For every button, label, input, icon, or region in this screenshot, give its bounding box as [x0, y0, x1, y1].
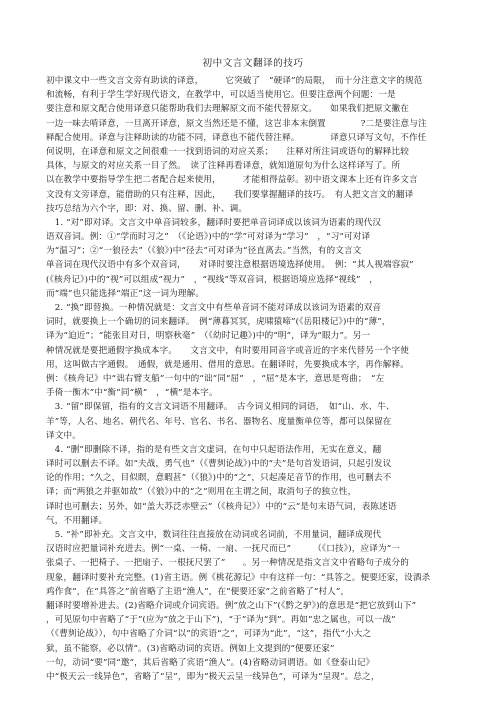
text-line: 中“极天云一线异色”，省略了“呈”，即为“极天云呈一线异色”，可译为“呈现”。总之， — [46, 671, 380, 682]
text-line: 羊”等，人名、地名、朝代名、年号、官名、书名、器物名、度量衡单位等，都可以保留在 — [46, 416, 392, 427]
document-body — [46, 74, 460, 684]
text-line: 5. “补”即补充。文言文中，数词往往直接放在动词或名词前，不用量词，翻译成现代 — [46, 530, 382, 540]
text-line: 一句，动词“要”同“邀”，其后省略了宾语“渔人”。(4)省略动词谓语。如《登泰山记》 — [46, 657, 375, 668]
text-line: 译时可以删去不译。如“夫战，勇气也”（《曹刿论战》)中的“夫”是句首发语词，只起引发议 — [46, 459, 392, 470]
text-line: 气，不用翻译。 — [46, 515, 108, 526]
text-line: 鸡作食”，在“具答之”前省略了主语“渔人”，在“便要还家”之前省略了“村人”， — [46, 586, 350, 597]
text-line: 以在教学中要指导学生把二者配合起来使用， 才能相得益彰。初中语文课本上还有许多文言 — [46, 175, 418, 186]
text-line: 例：《核舟记》中“诎右臂支船”一句中的“诎”同“屈” ，“屈”是本字，意思是弯曲； “左 — [46, 373, 385, 384]
text-line: 为“温习”；②“一狼径去”（《狼》)中“径去”可对译为“径直离去。”当然，有的文言文 — [46, 246, 362, 257]
text-line: 文没有文旁译意，能借助的只有注释，因此， 我们要掌握翻译的技巧。 有人把文言文的翻译 — [46, 189, 414, 200]
text-line: ，可见原句中省略了“于”(应为“放之于山下”)，“于”译为“到”。再如“忠之属也，可以一战” — [46, 615, 396, 626]
text-line: 3. “留”即保留，指有的文言文词语不用翻译。 古今词义相同的词语， 如“山、水、牛、 — [46, 402, 395, 413]
text-line: 和流畅，有利于学生学好现代语文，在教学中，可以适当使用它。但要注意两个问题：一是 — [46, 90, 396, 101]
text-line: 张桌子、一把椅子、一把扇子、一根抚尺罢了” 。另一种情况是指文言文中省略句子成分的 — [46, 558, 410, 569]
text-line: 单音词在现代汉语中有多个双音词， 对译时要注意根据语境选择使用。 例：“其人视端容寂” — [46, 260, 414, 271]
text-line: 何说明，在译意和原文之间很难一一找到语词的对应关系； 注释对所注词或语句的解释比较 — [46, 146, 409, 157]
text-line: 译文中。 — [46, 430, 81, 441]
text-line: 4. “删”即删除不译，指的是有些文言文虚词，在句中只起语法作用，无实在意义，翻 — [46, 444, 382, 455]
text-line: 狱，虽不能察，必以情”。(3)省略动词的宾语。例如上文提到的“便要还家” — [46, 643, 335, 654]
text-line: 种情况就是要把通假字换成本字。 文言文中，有时要用同音字或音近的字来代替另一个字使 — [46, 345, 409, 356]
text-line: 2. “换”即替换。一种情况就是：文言文中有些单音词不能对译成以该词为语素的双音 — [46, 303, 382, 313]
text-line: 具体，与原文的对应关系一目了然。 读了注释再看译意，就知道原句为什么这样译写了。所 — [46, 161, 401, 172]
text-line: 译时也可删去；另外，如“盖大苏泛赤壁云”（《核舟记》）中的“云”是句末语气词，表陈述语 — [46, 501, 397, 512]
text-line: 一边一味去啃译意，一旦离开译意，原文当然还是不懂，这岂非本末倒置 ?二是要注意与注 — [46, 118, 427, 129]
text-line: 译为“迫近”；“能张目对日，明察秋毫” （《幼时记趣》)中的“明”，译为“眼力”。另一 — [46, 331, 371, 342]
text-line: 论的作用；“久之，目似瞑，意暇甚”（《狼》)中的“之”，只起凑足音节的作用，也可删去不 — [46, 473, 392, 484]
text-line: 语双音词。例：①“学而时习之” （《论语》)中的“学”可对译为“学习” ，“习”可对译 — [46, 232, 371, 243]
text-line: 而“端”也只能选择“端正”这一词为理解。 — [46, 288, 205, 299]
text-line: 释配合使用。译意与注释助读的功能不同，译意也不能代替注释。 译意只译写文句，不作任 — [46, 132, 427, 143]
text-line: （《曹刿论战》），句中省略了介词“以”的宾语“之”，可译为“此”，“这”，指代“小大之 — [46, 629, 372, 640]
text-line: 现象，翻译时要补充完整。(1)省主语。例《桃花源记》中有这样一句：“具答之。便要还家，设酒杀 — [46, 572, 431, 583]
text-line: 手倚一衡木”中“衡”同“横” ，“横”是本字。 — [46, 388, 218, 399]
text-line: 要注意和原文配合使用译意只能帮助我们去理解原文而不能代替原文。 如果我们把原文撇在 — [46, 104, 409, 115]
text-line: 初中课文中一些文言文旁有助读的译意， 它突破了 “硬译”的局限， 而十分注意文字的规范 — [46, 76, 423, 86]
text-line: 技巧总结为六个字，即：对、换、留、删、补、调。 — [46, 203, 248, 214]
document-title: 初中文言文翻译的技巧 — [202, 58, 304, 69]
text-line: 用，这叫做古字通假。 通假，就是通用、借用的意思。在翻译时，先要换成本字，再作解释。 — [46, 359, 409, 370]
text-line: (《核舟记》)中的“视”可以组成“视力” ，“视线”等双音词，根据语境应选择“视线” ， — [46, 274, 379, 285]
text-line: 1. “对”即对译。文言文中单音词较多，翻译时要把单音词译成以该词为语素的现代汉 — [46, 217, 382, 228]
text-line: 词时，就要换上一个确切的词来翻译。 例“薄暮冥冥，虎啸猿啼”(《岳阳楼记》)中的“薄”， — [46, 317, 391, 328]
text-line: 译；而“两狼之并驱如故”（《狼》)中的“之”则用在主谓之间，取消句子的独立性， — [46, 487, 357, 498]
text-line: 汉语时应把量词补充进去。例“一桌、一椅、一扇、一抚尺而已” （《口技》)，应译为“一 — [46, 544, 400, 555]
text-line: 翻译时要增补进去。(2)省略介词或介词宾语。例“放之山下”(《黔之驴》)的意思是“把它放到山下” — [46, 600, 417, 611]
